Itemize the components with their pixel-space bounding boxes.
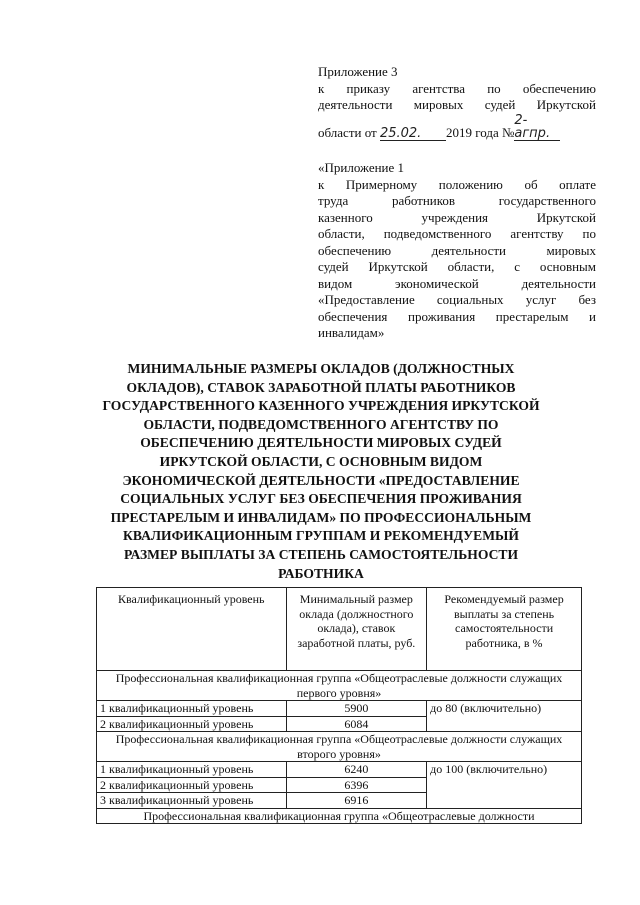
- min-salary: 6396: [286, 777, 427, 793]
- appendix-ref-line: области, подведомственного агентству по: [318, 226, 596, 241]
- appendix-ref-line: казенного учреждения Иркутской: [318, 209, 596, 225]
- min-salary: 6916: [286, 793, 427, 809]
- appendix-ref-line: труда работников государственного: [318, 193, 596, 208]
- table-group-row: [97, 808, 582, 824]
- handwritten-date: 25.02.: [380, 127, 446, 141]
- title-line: ЭКОНОМИЧЕСКОЙ ДЕЯТЕЛЬНОСТИ «ПРЕДОСТАВЛЕНИЕ: [122, 472, 520, 488]
- appendix-header: [318, 64, 596, 141]
- title-line: ОБЛАСТИ, ПОДВЕДОМСТВЕННОГО АГЕНТСТВУ ПО: [143, 416, 499, 432]
- table-group-row: [97, 671, 582, 701]
- table-group-row: [97, 732, 582, 762]
- appendix-date-prefix: области от: [318, 124, 377, 140]
- title-line: РАБОТНИКА: [278, 565, 364, 581]
- appendix-ref-line: «Предоставление социальных услуг без: [318, 292, 596, 307]
- title-line: ПРЕСТАРЕЛЫМ И ИНВАЛИДАМ» ПО ПРОФЕССИОНАЛЬНЫМ: [110, 509, 532, 525]
- appendix-line: к приказу агентства по обеспечению: [318, 80, 596, 96]
- appendix-line: деятельности мировых судей Иркутской: [318, 97, 596, 112]
- group-title: Профессиональная квалификационная группа «Общеотраслевые должности: [97, 808, 582, 824]
- handwritten-number: 2-агпр.: [514, 114, 560, 141]
- appendix-date-line: [318, 114, 596, 142]
- qualification-level: 2 квалификационный уровень: [97, 777, 287, 793]
- header-qualification-level: Квалификационный уровень: [97, 588, 287, 671]
- header-recommended-payment: Рекомендуемый размер выплаты за степень самостоятельности работника, в %: [427, 588, 582, 671]
- appendix-date-mid: 2019 года №: [445, 124, 515, 140]
- appendix-reference: [318, 160, 596, 342]
- title-line: РАЗМЕР ВЫПЛАТЫ ЗА СТЕПЕНЬ САМОСТОЯТЕЛЬНОСТИ: [123, 546, 519, 562]
- qualification-level: 1 квалификационный уровень: [97, 762, 287, 778]
- title-line: ОБЕСПЕЧЕНИЮ ДЕЯТЕЛЬНОСТИ МИРОВЫХ СУДЕЙ: [140, 435, 502, 451]
- group-title: Профессиональная квалификационная группа «Общеотраслевые должности служащих второго уровня»: [97, 732, 582, 762]
- table-header-row: [97, 588, 582, 671]
- title-line: ОКЛАДОВ), СТАВОК ЗАРАБОТНОЙ ПЛАТЫ РАБОТНИКОВ: [126, 379, 516, 395]
- title-line: КВАЛИФИКАЦИОННЫМ ГРУППАМ И РЕКОМЕНДУЕМЫЙ: [123, 528, 519, 544]
- title-line: МИНИМАЛЬНЫЕ РАЗМЕРЫ ОКЛАДОВ (ДОЛЖНОСТНЫХ: [127, 361, 515, 376]
- qualification-level: 2 квалификационный уровень: [97, 716, 287, 732]
- title-line: СОЦИАЛЬНЫХ УСЛУГ БЕЗ ОБЕСПЕЧЕНИЯ ПРОЖИВАНИЯ: [120, 491, 522, 507]
- appendix-ref-line: «Приложение 1: [318, 160, 405, 175]
- min-salary: 6084: [286, 716, 427, 732]
- recommended-payment: до 80 (включительно): [427, 701, 582, 732]
- appendix-ref-line: к Примерному положению об оплате: [318, 176, 596, 192]
- appendix-ref-line: обеспечению деятельности мировых: [318, 242, 596, 258]
- header-min-salary: Минимальный размер оклада (должностного оклада), ставок заработной платы, руб.: [286, 588, 427, 671]
- group-title: Профессиональная квалификационная группа «Общеотраслевые должности служащих первого уровня»: [97, 671, 582, 701]
- salary-table: [96, 587, 582, 824]
- recommended-payment: до 100 (включительно): [427, 762, 582, 809]
- qualification-level: 1 квалификационный уровень: [97, 701, 287, 717]
- document-title: [84, 360, 558, 583]
- appendix-ref-line: инвалидам»: [318, 325, 385, 340]
- appendix-ref-line: обеспечения проживания престарелым и: [318, 308, 596, 324]
- appendix-line: Приложение 3: [318, 64, 398, 79]
- appendix-ref-line: судей Иркутской области, с основным: [318, 259, 596, 274]
- title-line: ГОСУДАРСТВЕННОГО КАЗЕННОГО УЧРЕЖДЕНИЯ ИРКУТСКОЙ: [102, 398, 540, 414]
- table-row: [97, 762, 582, 778]
- min-salary: 6240: [286, 762, 427, 778]
- title-line: ИРКУТСКОЙ ОБЛАСТИ, С ОСНОВНЫМ ВИДОМ: [159, 453, 483, 469]
- table-row: [97, 701, 582, 717]
- appendix-ref-line: видом экономической деятельности: [318, 275, 596, 291]
- qualification-level: 3 квалификационный уровень: [97, 793, 287, 809]
- min-salary: 5900: [286, 701, 427, 717]
